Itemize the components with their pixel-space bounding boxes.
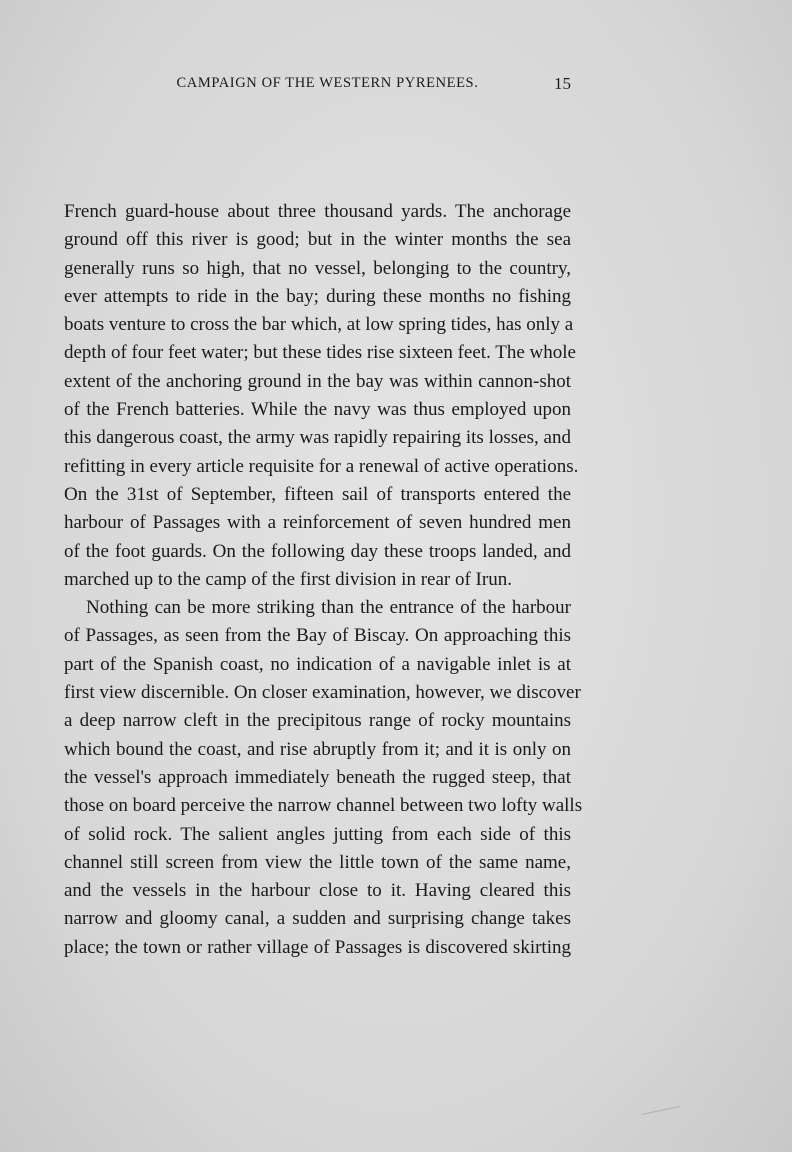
text-line: depth of four feet water; but these tides rise sixteen feet. The whole — [64, 342, 576, 364]
text-line: narrow and gloomy canal, a sudden and surprising change takes — [64, 908, 571, 930]
text-line: generally runs so high, that no vessel, belonging to the country, — [64, 257, 571, 279]
text-line: French guard-house about three thousand yards. The anchorage — [64, 201, 571, 222]
text-line: which bound the coast, and rise abruptly from it; and it is only on — [64, 738, 571, 760]
scan-mark — [639, 1096, 680, 1115]
text-line: ground off this river is good; but in the winter months the sea — [64, 229, 571, 251]
text-line: On the 31st of September, fifteen sail of transports entered the — [64, 483, 571, 505]
text-line: boats venture to cross the bar which, at low spring tides, has only a — [64, 314, 574, 336]
text-line: first view discernible. On closer examination, however, we discover — [64, 682, 581, 704]
text-line: extent of the anchoring ground in the bay was within cannon-shot — [64, 370, 571, 392]
text-line: this dangerous coast, the army was rapidly repairing its losses, and — [64, 427, 571, 449]
paragraph — [64, 594, 583, 962]
text-line: ever attempts to ride in the bay; during these months no fishing — [64, 285, 571, 307]
text-line: harbour of Passages with a reinforcement of seven hundred men — [64, 512, 571, 534]
text-line: of Passages, as seen from the Bay of Biscay. On approaching this — [64, 625, 571, 647]
running-header — [64, 75, 571, 97]
running-title: CAMPAIGN OF THE WESTERN PYRENEES. — [176, 75, 479, 91]
text-line: channel still screen from view the little town of the same name, — [64, 851, 571, 873]
text-line: marched up to the camp of the first division in rear of Irun. — [64, 568, 512, 590]
text-line: of the foot guards. On the following day these troops landed, and — [64, 540, 571, 562]
text-line: place; the town or rather village of Passages is discovered skirting — [64, 936, 571, 958]
text-line: Nothing can be more striking than the entrance of the harbour — [86, 597, 571, 619]
text-line: the vessel's approach immediately beneath the rugged steep, that — [64, 766, 571, 788]
text-line: a deep narrow cleft in the precipitous range of rocky mountains — [64, 710, 571, 732]
text-line: part of the Spanish coast, no indication of a navigable inlet is at — [64, 653, 571, 675]
body-text — [64, 198, 583, 962]
paragraph — [64, 198, 579, 594]
text-line: refitting in every article requisite for a renewal of active operations. — [64, 455, 579, 477]
text-line: of the French batteries. While the navy was thus employed upon — [64, 399, 571, 421]
page-number: 15 — [554, 74, 571, 93]
text-line: of solid rock. The salient angles jutting from each side of this — [64, 823, 571, 845]
text-line: those on board perceive the narrow channel between two lofty walls — [64, 795, 583, 817]
text-line: and the vessels in the harbour close to it. Having cleared this — [64, 880, 571, 902]
